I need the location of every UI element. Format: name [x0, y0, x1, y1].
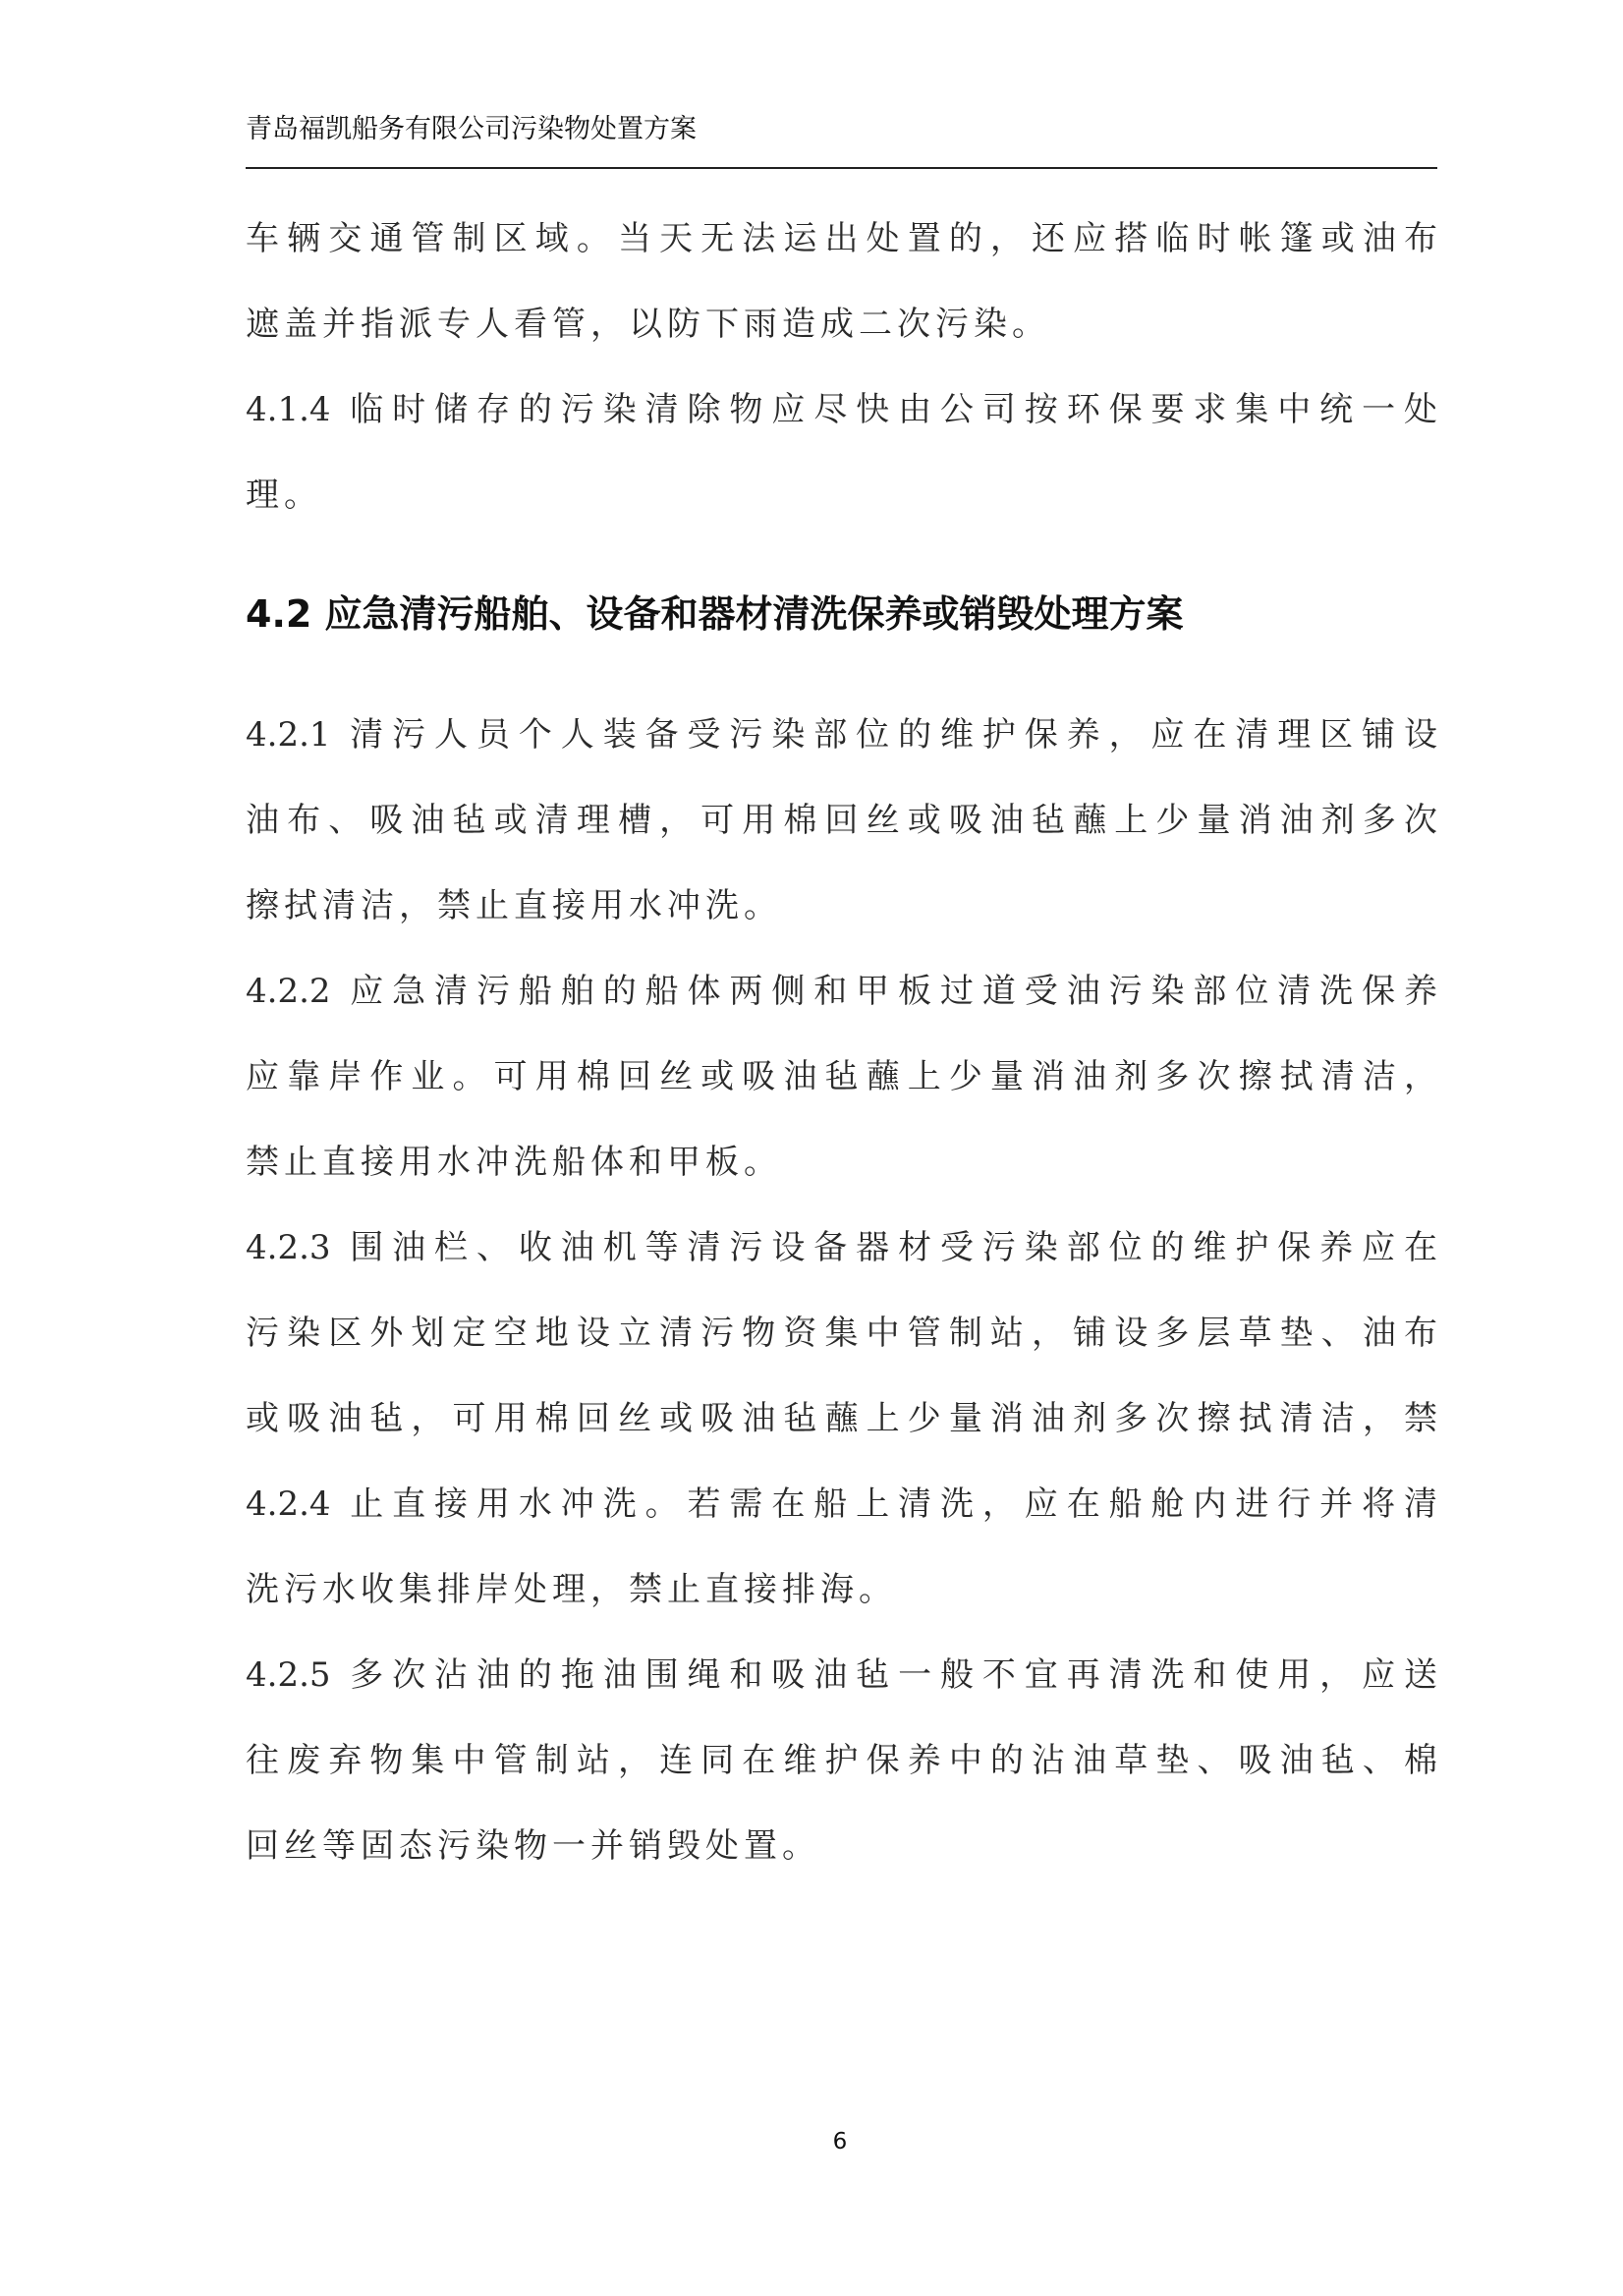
paragraph-line: 应靠岸作业。可用棉回丝或吸油毡蘸上少量消油剂多次擦拭清洁，	[246, 1057, 1437, 1096]
paragraph-line: 油布、吸油毡或清理槽，可用棉回丝或吸油毡蘸上少量消油剂多次	[246, 801, 1437, 840]
paragraph-line: 污染区外划定空地设立清污物资集中管制站，铺设多层草垫、油布	[246, 1314, 1437, 1353]
paragraph-line: 车辆交通管制区域。当天无法运出处置的，还应搭临时帐篷或油布	[246, 219, 1437, 258]
paragraph-line: 4.2.2 应急清污船舶的船体两侧和甲板过道受油污染部位清洗保养	[246, 972, 1437, 1011]
paragraph-line: 4.1.4 临时储存的污染清除物应尽快由公司按环保要求集中统一处	[246, 390, 1437, 429]
paragraph-line: 禁止直接用水冲洗船体和甲板。	[246, 1143, 782, 1182]
page-number: 6	[832, 2129, 848, 2155]
paragraph-line: 4.2.5 多次沾油的拖油围绳和吸油毡一般不宜再清洗和使用，应送	[246, 1655, 1437, 1695]
header-divider	[246, 167, 1437, 169]
paragraph-line: 4.2.3 围油栏、收油机等清污设备器材受污染部位的维护保养应在	[246, 1228, 1437, 1267]
paragraph-line: 4.2.4 止直接用水冲洗。若需在船上清洗，应在船舱内进行并将清	[246, 1484, 1437, 1524]
paragraph-line: 擦拭清洁，禁止直接用水冲洗。	[246, 886, 782, 925]
paragraph-line: 往废弃物集中管制站，连同在维护保养中的沾油草垫、吸油毡、棉	[246, 1741, 1437, 1780]
paragraph-line: 回丝等固态污染物一并销毁处置。	[246, 1826, 820, 1866]
section-heading: 4.2 应急清污船舶、设备和器材清洗保养或销毁处理方案	[246, 592, 1184, 636]
paragraph-line: 4.2.1 清污人员个人装备受污染部位的维护保养，应在清理区铺设	[246, 715, 1437, 755]
header-title: 青岛福凯船务有限公司污染物处置方案	[246, 114, 697, 144]
paragraph-line: 或吸油毡，可用棉回丝或吸油毡蘸上少量消油剂多次擦拭清洁，禁	[246, 1399, 1437, 1438]
paragraph-line: 遮盖并指派专人看管，以防下雨造成二次污染。	[246, 305, 1050, 344]
paragraph-line: 理。	[246, 476, 322, 515]
paragraph-line: 洗污水收集排岸处理，禁止直接排海。	[246, 1570, 897, 1609]
